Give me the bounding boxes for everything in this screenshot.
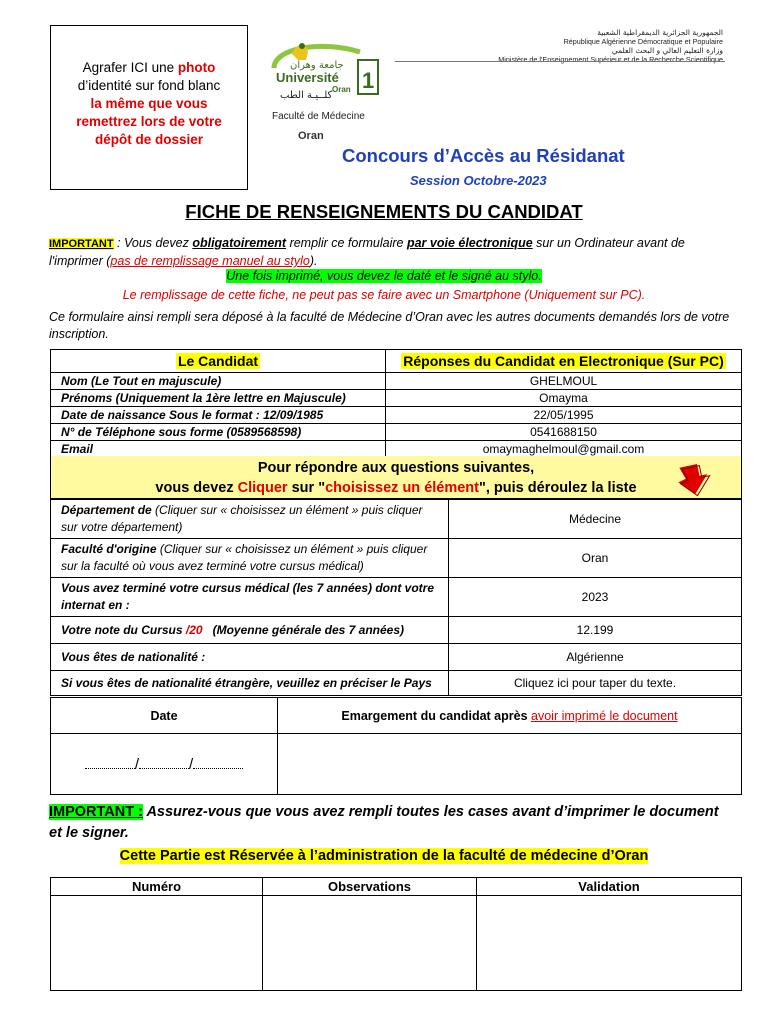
instr-2b: Cliquer xyxy=(237,480,288,496)
header-candidate xyxy=(51,350,386,373)
signature-header-b: avoir imprimé le document xyxy=(531,708,678,723)
smartphone-warning: Le remplissage de cette fiche, ne peut pas se faire avec un Smartphone (Uniquement sur PC). xyxy=(122,288,646,302)
important-text-2: obligatoirement xyxy=(192,236,287,250)
date-separator: / xyxy=(189,755,194,773)
logo-number: 1 xyxy=(362,68,375,93)
logo-university: Université xyxy=(276,70,339,85)
important-text-5: sur un Ordinateur avant de l'imprimer ( xyxy=(49,236,685,268)
red-arrow-down-icon xyxy=(674,461,714,497)
dropdown-instructions xyxy=(50,456,742,499)
table-row xyxy=(51,373,742,390)
session-label: Session Octobre-2023 xyxy=(410,173,547,188)
date-header: Date xyxy=(51,698,278,734)
q-dep-text: (Cliquer sur « choisissez un élément » puis cliquer sur votre département) xyxy=(61,503,423,534)
field-label-nom: Nom (Le Tout en majuscule) xyxy=(51,373,386,390)
header-responses-text: Réponses du Candidat en Electronique (Sur PC) xyxy=(403,353,724,369)
table-row xyxy=(51,734,742,795)
important-final-notice xyxy=(49,802,729,844)
instr-2d: choisissez un élément xyxy=(325,480,479,496)
important-text-7: ). xyxy=(309,254,318,268)
table-row xyxy=(51,578,742,617)
date-year-blank xyxy=(193,759,243,769)
important-final-label: IMPORTANT : xyxy=(49,804,143,820)
admin-numero-cell xyxy=(51,896,263,991)
table-header-row xyxy=(51,698,742,734)
q-nat-bold: Vous êtes de nationalité : xyxy=(61,649,206,664)
logo-arabic-bottom: كلــيـة الطب xyxy=(280,90,333,101)
admin-header-validation: Validation xyxy=(477,878,742,896)
header-arabic-ministry: وزارة التعليم العالي و البحث العلمي xyxy=(611,46,723,55)
table-row xyxy=(51,441,742,458)
university-emblem-icon xyxy=(262,38,382,96)
table-row xyxy=(51,390,742,407)
instructions-line1: Pour répondre aux questions suivantes, xyxy=(257,460,535,476)
deposit-instruction: Ce formulaire ainsi rempli sera déposé à la faculté de Médecine d’Oran avec les autres documents demandés lors de votre inscription. xyxy=(49,310,730,341)
header-ministry: Ministère de l'Enseignement Supérieur et de la Recherche Scientifique xyxy=(498,55,723,64)
important-text-1: : Vous devez xyxy=(113,236,193,250)
field-label-prenoms: Prénoms (Uniquement la 1ère lettre en Majuscule) xyxy=(51,390,386,407)
date-signature-table xyxy=(50,697,742,795)
table-row xyxy=(51,539,742,578)
photo-text-line4: remettrez lors de votre xyxy=(76,114,222,129)
answer-nationalite-select[interactable]: Algérienne xyxy=(449,644,742,671)
questions-table xyxy=(50,499,742,696)
important-label: IMPORTANT xyxy=(49,238,114,250)
candidate-info-table xyxy=(50,349,742,458)
question-note xyxy=(51,617,449,644)
answer-note-field[interactable]: 12.199 xyxy=(449,617,742,644)
field-label-birthdate: Date de naissance Sous le format : 12/09/1985 xyxy=(51,407,386,424)
q-fac-text: (Cliquer sur « choisissez un élément » puis cliquer sur la faculté où vous avez terminé votre cursus médical) xyxy=(61,542,428,573)
signature-field[interactable] xyxy=(278,734,742,795)
photo-text-line2: d’identité sur fond blanc xyxy=(77,78,221,93)
photo-text-line1: Agrafer ICI une xyxy=(82,60,178,75)
logo-city: Oran xyxy=(332,85,351,94)
logo-oran: Oran xyxy=(298,130,324,142)
date-field[interactable] xyxy=(51,734,278,795)
signature-header-a: Emargement du candidat après xyxy=(341,708,532,723)
field-label-email: Email xyxy=(51,441,386,458)
admin-section-title-text: Cette Partie est Réservée à l’administration de la faculté de médecine d’Oran xyxy=(119,848,649,864)
instr-2a: vous devez xyxy=(155,480,238,496)
table-row xyxy=(51,644,742,671)
table-row xyxy=(51,671,742,696)
header-divider xyxy=(395,61,725,62)
date-day-blank xyxy=(85,759,135,769)
important-final-text: Assurez-vous que vous avez rempli toutes les cases avant d’imprimer le document et le signer. xyxy=(49,804,719,841)
field-value-email[interactable]: omaymaghelmoul@gmail.com xyxy=(386,441,742,458)
photo-placeholder-box xyxy=(50,25,248,190)
field-value-birthdate[interactable]: 22/05/1995 xyxy=(386,407,742,424)
header-republic: République Algérienne Démocratique et Populaire xyxy=(563,37,723,46)
header-candidate-text: Le Candidat xyxy=(177,353,259,369)
form-title: FICHE DE RENSEIGNEMENTS DU CANDIDAT xyxy=(185,201,583,222)
important-text-3: remplir ce formulaire xyxy=(286,236,407,250)
ministry-header xyxy=(498,28,723,64)
q-pays-bold: Si vous êtes de nationalité étrangère, veuillez en préciser le Pays xyxy=(61,675,432,690)
field-value-nom[interactable]: GHELMOUL xyxy=(386,373,742,390)
table-row xyxy=(51,617,742,644)
instr-2c: sur " xyxy=(287,480,326,496)
question-pays xyxy=(51,671,449,696)
admin-observations-cell xyxy=(263,896,477,991)
logo-arabic-top: جامعة وهران xyxy=(290,60,344,71)
answer-faculte-select[interactable]: Oran xyxy=(449,539,742,578)
admin-header-numero: Numéro xyxy=(51,878,263,896)
question-faculte xyxy=(51,539,449,578)
photo-text-line3: la même que vous xyxy=(90,96,208,111)
print-instruction xyxy=(0,269,768,283)
answer-departement-select[interactable]: Médecine xyxy=(449,500,742,539)
university-logo xyxy=(262,38,387,148)
table-header-row xyxy=(51,350,742,373)
table-row xyxy=(51,896,742,991)
logo-faculty: Faculté de Médecine xyxy=(272,111,365,122)
date-separator: / xyxy=(134,755,139,773)
photo-text-line5: dépôt de dossier xyxy=(94,132,204,147)
header-responses xyxy=(386,350,742,373)
q-note-tail: (Moyenne générale des 7 années) xyxy=(202,622,404,637)
q-fac-bold: Faculté d'origine xyxy=(61,542,157,556)
table-row xyxy=(51,424,742,441)
admin-section-title xyxy=(0,848,768,864)
field-label-phone: N° de Téléphone sous forme (0589568598) xyxy=(51,424,386,441)
q-dep-bold: Département de xyxy=(61,503,152,517)
instr-2e: ", puis déroulez la liste xyxy=(479,480,637,496)
q-int-bold: Vous avez terminé votre cursus médical (les 7 années) dont votre internat en : xyxy=(61,581,435,612)
admin-table xyxy=(50,877,742,991)
question-departement xyxy=(51,500,449,539)
photo-text-red: photo xyxy=(177,60,216,75)
field-value-prenoms[interactable]: Omayma xyxy=(386,390,742,407)
admin-validation-cell xyxy=(477,896,742,991)
print-instruction-text: Une fois imprimé, vous devez le daté et le signé au stylo. xyxy=(226,269,542,283)
question-nationalite xyxy=(51,644,449,671)
table-header-row xyxy=(51,878,742,896)
answer-internat-select[interactable]: 2023 xyxy=(449,578,742,617)
table-row xyxy=(51,500,742,539)
table-row xyxy=(51,407,742,424)
field-value-phone[interactable]: 0541688150 xyxy=(386,424,742,441)
signature-header xyxy=(278,698,742,734)
date-month-blank xyxy=(139,759,189,769)
header-arabic-republic: الجمهورية الجزائرية الديمقراطية الشعبية xyxy=(597,28,723,37)
instructions-line2 xyxy=(51,478,741,498)
important-text-6: pas de remplissage manuel au stylo xyxy=(110,254,310,268)
admin-header-observations: Observations xyxy=(263,878,477,896)
concours-title: Concours d’Accès au Résidanat xyxy=(342,145,625,166)
answer-pays-field[interactable]: Cliquez ici pour taper du texte. xyxy=(449,671,742,696)
important-notice xyxy=(49,235,729,270)
question-internat xyxy=(51,578,449,617)
q-note-bold: Votre note du Cursus xyxy=(61,622,186,637)
important-text-4: par voie électronique xyxy=(406,236,533,250)
q-note-red: /20 xyxy=(185,622,203,637)
